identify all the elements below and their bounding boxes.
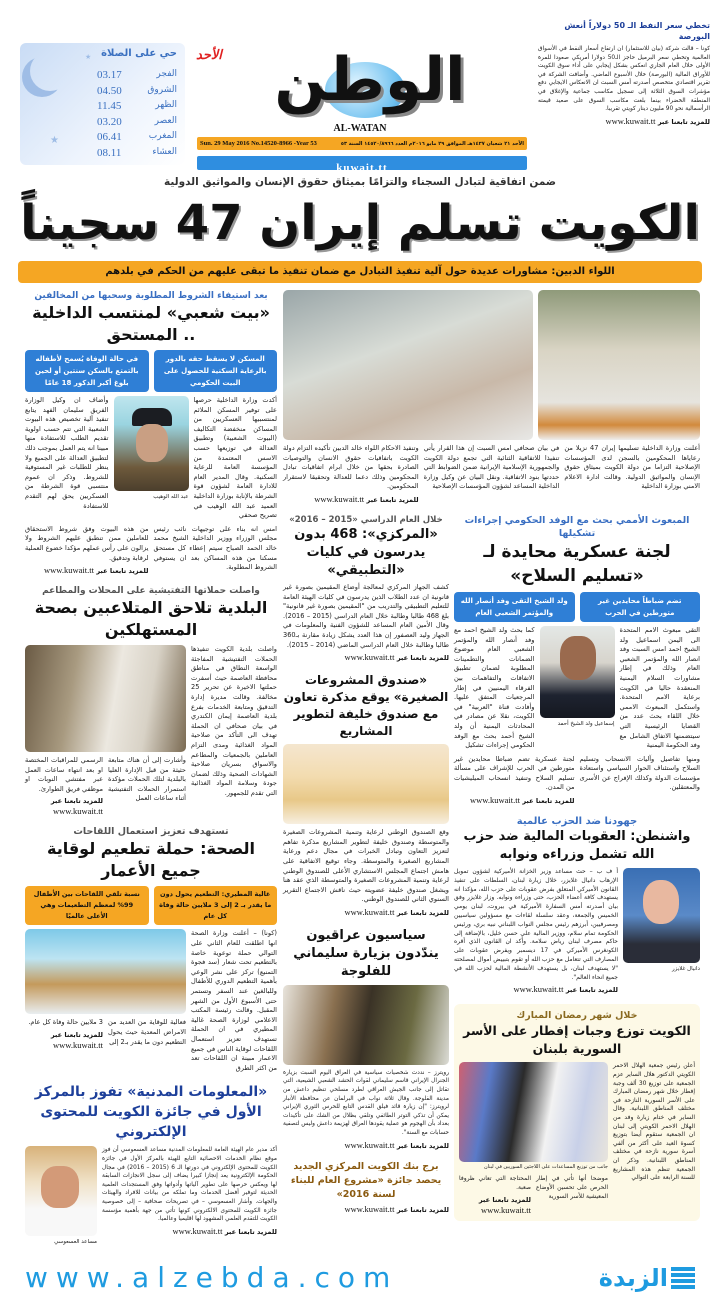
municipality-kicker: واصلت حملاتها التفتيشية على المحلات والمطاعم: [42, 586, 260, 597]
read-more[interactable]: [454, 795, 575, 806]
yemen-headline: لجنة عسكرية محايدة لـ «تسليم السلاح»: [483, 541, 671, 586]
prayer-name: الظهر: [155, 100, 177, 110]
read-more-link[interactable]: www.kuwait.tt: [470, 795, 521, 806]
housing-box-left: في حالة الوفاة يُسمح لأطفاله بالتمتع بالسكن سنتين أو لحين بلوغ أكبر الذكور 18 عامًا: [25, 350, 149, 392]
read-more[interactable]: [283, 652, 449, 663]
cbk-box: [283, 1160, 449, 1215]
syria-caption: جانب من توزيع المساعدات على اللاجئين السوريين في لبنان: [483, 1164, 608, 1171]
health-box-left: نسبة تلقي اللقاحات بين الأطفال 99% لمعظم التطعيمات وهي الأعلى عالميًا: [25, 886, 149, 925]
civil-article: [25, 1082, 277, 1246]
yemen-box-right: تضم ضباطاً محايدين غير متورطين في الحرب: [580, 592, 701, 622]
housing-body-right: أكدت وزارة الداخلية حرصها على توفير المسكن الملائم لمنتسبيها العسكريين من المساكن منخفضة التكاليف (البيوت الشعبية) وتطبيق العدالة في توزيعها حسب الاسس المعتمدة من المؤسسة العامة للرعاية السكنية. وقال المدير العام للادارة العامة لشؤون قوة الشرطة بالإنابة بوزارة الداخلية العميد عبد الله الوهيب في تصريح صحفي: [193, 396, 277, 520]
middle-column: [283, 514, 449, 1224]
health-kicker: تستهدف تعزيز استعمال اللقاحات: [73, 826, 229, 838]
read-more[interactable]: [25, 1030, 103, 1051]
syria-photo: [459, 1062, 608, 1162]
prayer-row: [97, 100, 177, 116]
prayer-list: [97, 69, 177, 162]
read-more-label: للمزيد تابعنا عبر: [522, 797, 575, 806]
read-more-label: للمزيد تابعنا عبر: [366, 495, 419, 504]
iraq-photo: [283, 985, 449, 1065]
prayer-row: [97, 69, 177, 85]
read-more-label: للمزيد تابعنا عبر: [396, 1205, 449, 1214]
read-more-label: للمزيد تابعنا عبر: [50, 797, 103, 806]
logo-en: AL-WATAN: [333, 123, 387, 134]
housing-body-bottom-left: من هذه البيوت وفق شروط الاستحقاق للعاملين ممن تنطبق عليهم الشروط ولا يزالون على رأس عملهم مؤكدا خضوع العملية لرقابة وتدقيق.: [25, 524, 149, 562]
prayer-time: 03.20: [97, 115, 122, 128]
read-more[interactable]: [283, 1140, 449, 1151]
yemen-box-left: ولد الشيخ التقى وفد أنصار الله والمؤتمر الشعبي العام: [454, 592, 575, 622]
municipality-body-mid: وأشارت إلى أن هناك متابعة حثيثة من قبل الإدارة العليا بالبلدية لتلك الحملات مؤكدة استمرار الحملات التفتيشية أثناء ساعات العمل: [108, 756, 186, 803]
health-body-right: (كونا) – أعلنت وزارة الصحة انها اطلقت للعام الثاني على التوالي حملة توعوية خاصة بالتطعيم تحت شعار (سد فجوة التمنيع) تركز على نشر الوعي بأهمية التطعيم الدوري للأطفال وللبالغين عند السفر وتستمر حتى الأسبوع الأول من الشهر المقبل. وقالت رئيسة المكتب الاعلامي لوزارة الصحة غالية المطيري في ان الحملة تستهدف تعزيز استعمال اللقاحات لوقاية الناس في جميع الاعمار مبينة ان اللقاحات تعد من اكثر الطرق: [191, 929, 277, 1072]
logo: الوطن: [274, 45, 466, 115]
prayer-row: [97, 131, 177, 147]
footer-logo: [599, 1263, 695, 1293]
health-body-left: 3 ملايين حالة وفاة كل عام.: [28, 1018, 103, 1027]
hezbollah-kicker: جهودنا ضد الحزب عالمية: [516, 816, 638, 828]
syria-headline: الكويت توزع وجبات إفطار على الأسر السورية بلبنان: [463, 1023, 691, 1057]
civil-headline: «المعلومات المدنية» تفوز بالمركز الأول في جائزة الكويت للمحتوى الإلكتروني: [34, 1084, 268, 1141]
yemen-photo: [540, 626, 615, 718]
iraq-body: رويترز – نددت شخصيات سياسية في العراق اليوم السبت بزيارة الجنرال الإيراني قاسم سليماني لقوات الحشد الشعبي الشيعية، التي تقاتل إلى جانب الجيش العراقي لطرد مسلحي تنظيم داعش من مدينة الفلوجة. وقال ثلاثة نواب في البرلمان عن محافظة الأنبار لرويترز: "إن زيارة قائد فيلق القدس التابع للحرس الثوري الإيراني يمكن أن تذكي التوتر الطائفي وتلقي بظلال من الشك على تأكيدات بغداد بأن الهجوم هو عملية يقودها العراق لهزيمة داعش وليس لتصفية حسابات مع السنة".: [283, 1069, 449, 1137]
yemen-body-bottom-left: لجنة عسكرية تضم ضباطا محايدين غير متورطين في الحرب للإشراف على مسألة تسليم السلاح وتنفيذ انسحاب الميليشيات من المدن.: [454, 754, 575, 792]
lead-block: [0, 175, 720, 283]
main-content: [0, 283, 720, 1255]
housing-body-bottom-right: امس انه بناء على توجيهات نائب رئيس مجلس الوزراء ووزير الداخلية الشيخ محمد خالد الحمد الصباح سيتم إعطاء كل مستحق مسكنا من هذه المساكن بعد ان يستوفي الشروط المطلوبة.: [153, 524, 277, 572]
face: [643, 880, 679, 924]
read-more[interactable]: [459, 1195, 531, 1216]
health-headline: الصحة: حملة تطعيم لوقاية جميع الأعمار: [46, 839, 256, 881]
right-column: [454, 514, 700, 1230]
municipality-body-left: الرسمي للمراقبات المختصة او بعد انتهاء ساعات العمل عبر مفتشي النوبات او موظفي فريق الطوارئ.: [25, 756, 103, 793]
read-more-label: للمزيد تابعنا عبر: [396, 908, 449, 917]
prayer-times-box: [20, 43, 185, 165]
yemen-kicker: المبعوث الأممي بحث مع الوفد الحكومي إجراءات تشكيلها: [464, 514, 690, 539]
right-area: [283, 290, 700, 1230]
read-more[interactable]: [25, 565, 149, 576]
housing-headline: «بيت شعبي» لمنتسب الداخلية .. المستحق: [32, 303, 270, 344]
yemen-caption: إسماعيل ولد الشيخ أحمد: [557, 720, 615, 727]
prayer-time: 04.50: [97, 84, 122, 97]
read-more[interactable]: [454, 984, 618, 995]
cbk-headline: برج بنك الكويت المركزي الجديد يحصد جائزة «مشروع العام للبناء لسنة 2016»: [290, 1160, 442, 1200]
central-kicker: خلال العام الدراسي «2015 – 2016»: [289, 514, 443, 525]
syria-body-left: المحتاجة التي تعاني ظروفا صعبة.: [459, 1175, 531, 1192]
lead-kicker: ضمن اتفاقية لتبادل السجناء والتزامًا بميثاق حقوق الإنسان والمواثيق الدولية: [163, 176, 557, 188]
hezbollah-photo-block: [623, 868, 700, 973]
footer-url[interactable]: www.alzebda.com: [25, 1261, 399, 1295]
central-headline: «المركزي»: 468 بدون يدرسون في كليات «التطبيقي»: [294, 526, 438, 578]
star-icon: ★: [85, 53, 92, 61]
prayer-name: العشاء: [152, 146, 177, 157]
brief-box: [538, 20, 710, 127]
read-more-label: للمزيد تابعنا عبر: [396, 654, 449, 663]
lead-body-col3: وتنفيذ الاحكام اللواء خالد الدبين تأكيده التزام دولة الكويت باتفاقيات حقوق الانسان والتوصيات الصادرة بحقها من خلال ابرام اتفاقيات تبادل المحكومين وذلك دعما للعدالة وتحقيقا لاستقرار المحكومين.: [282, 444, 419, 491]
sme-photo: [283, 744, 449, 824]
yemen-body-left: كما بحث ولد الشيخ احمد مع وفد أنصار الله والمؤتمر الشعبي العام موضوع الضمانات والتطمينات المطلوبة لضمان تطبيق الاتفاقات والتفاهمات بين الفرقاء اليمنيين في إطار المرجعيات المتفق عليها. وأفادت قناة "العربية" في الكويت، نقلا عن مصادر في المحادثات اليمنية أن ولد الشيخ أحمد بحث مع الوفد الحكومي إجراءات تشكيل: [454, 625, 535, 750]
prayer-name: الشروق: [147, 84, 177, 95]
top-area: [0, 0, 720, 175]
prayer-time: 11.45: [97, 100, 122, 112]
lead-article: [283, 290, 700, 505]
date-bar: [197, 137, 527, 150]
municipality-headline: البلدية تلاحق المتلاعبين بصحة المستهلكين: [34, 598, 268, 640]
hezbollah-caption: دانيال غلايزر: [672, 966, 700, 973]
yemen-body-bottom-right: ومنها تفاصيل وآليات الانسحاب وتسليم السلاح واستئناف الحوار السياسي واستعادة مؤسسات الدولة وكذلك الإفراج عن الأسرى والمعتقلين.: [579, 754, 700, 792]
read-more[interactable]: [25, 796, 103, 817]
footer-logo-text: الزبدة: [598, 1264, 668, 1293]
read-more-label: للمزيد تابعنا عبر: [657, 117, 710, 126]
site-link[interactable]: kuwait.tt: [336, 162, 388, 174]
iraq-headline: سياسيون عراقيون يندّدون بزيارة سليماني للفلوجة: [293, 927, 439, 979]
lead-photo-bus: [283, 290, 533, 440]
face: [136, 424, 168, 462]
sme-headline: «صندوق المشروعات الصغيرة» يوقع مذكرة تعاون مع صندوق خليفة لتطوير المشاريع: [283, 673, 449, 739]
read-more-link[interactable]: www.kuwait.tt: [605, 115, 656, 126]
yemen-article: [454, 514, 700, 806]
prayer-row: [97, 85, 177, 101]
footer: [0, 1255, 720, 1303]
read-more[interactable]: [283, 494, 419, 505]
prayer-title: حي على الصلاة: [101, 48, 177, 59]
municipality-body-right: واصلت بلدية الكويت تنفيذها الحملات التفتيشية المفاجئة الواسعة النطاق في مناطق محافظة العاصمة حيث أسفرت حملتها الاخيرة عن تحرير 25 مخالفة. وقالت مديرة إدارة التدقيق ومتابعة الخدمات بفرع بلدية العاصمة إيمان الكندري في بيان صحافي ان الحملة تهدف الى التأكد من صلاحية المواد الغذائية ومدى التزام العاملين بالجمعيات والمطاعم والاسواق بسريان صلاحية الشهادات الصحية وذلك لضمان جودة وسلامة المواد الغذائية التي تقدم للجمهور.: [191, 645, 277, 797]
prayer-row: [97, 147, 177, 163]
read-more-link[interactable]: www.kuwait.tt: [53, 1040, 103, 1051]
housing-caption: عبد الله الوهيب: [153, 494, 189, 500]
read-more-link[interactable]: www.kuwait.tt: [44, 565, 95, 576]
read-more-label: للمزيد تابعنا عبر: [50, 1031, 103, 1040]
housing-photo-block: [114, 396, 189, 501]
health-body-mid: فعالية للوقاية من العديد من الامراض المعدية حيث يحول التطعيم دون ما يقدر بـ2 إلى: [108, 1018, 186, 1046]
read-more-label: للمزيد تابعنا عبر: [478, 1195, 531, 1204]
read-more[interactable]: [538, 116, 710, 127]
read-more-link[interactable]: www.kuwait.tt: [344, 906, 395, 917]
health-article: [25, 826, 277, 1073]
housing-box-right: المسكن لا يسقط حقه بالدور بالرعاية السكنية للحصول على البيت الحكومي: [154, 350, 278, 392]
hezbollah-headline: واشنطن: العقوبات المالية ضد حزب الله تشمل وزراءه ونوابه: [463, 829, 691, 863]
central-article: [283, 514, 449, 663]
lead-bar: [18, 261, 702, 283]
read-more-label: للمزيد تابعنا عبر: [565, 986, 618, 995]
read-more-link[interactable]: www.kuwait.tt: [344, 1139, 395, 1150]
brief-title: تخطي سعر النفط الـ 50 دولاراً أنعش البورصة: [564, 21, 710, 41]
civil-caption: مساعد العسعوسي: [54, 1239, 97, 1246]
civil-photo: [25, 1146, 97, 1236]
read-more-link[interactable]: www.kuwait.tt: [344, 652, 395, 663]
read-more[interactable]: [102, 1226, 277, 1237]
read-more-label: للمزيد تابعنا عبر: [396, 1141, 449, 1150]
hezbollah-photo: [623, 868, 700, 963]
prayer-row: [97, 116, 177, 132]
yemen-body-right: التقى مبعوث الامم المتحدة الى اليمن اسماعيل ولد الشيخ احمد امس السبت وفد انصار الله والمؤتمر الشعبي العام وذلك في إطار مشاورات السلام اليمنية المنعقدة حاليا في الكويت برعاية الامم المتحدة. واستكمل المبعوث الاممي خلال اللقاء بحث عدد من القضايا الرئيسية التي سيتضمنها الاتفاق الشامل مع وفد الحكومة اليمنية: [619, 625, 700, 750]
prayer-time: 03.17: [97, 69, 122, 81]
read-more-link[interactable]: www.kuwait.tt: [314, 493, 365, 504]
face: [560, 636, 596, 680]
housing-article: [25, 290, 277, 576]
iraq-article: [283, 927, 449, 1151]
municipality-article: [25, 585, 277, 817]
hezbollah-article: [454, 815, 700, 995]
housing-body-left: وأضاف ان وكيل الوزارة الفريق سليمان الفهد يتابع تنفيذ آلية تخصيص هذه البيوت الشعبية التي تتم حسب اولوية تقديم الطلب للاستفادة منها مبينا انه يتم العمل بموجب ذلك لتطبيق العدالة على الجميع ولا ينظر للطلبات غير المستوفية للشروط. وذكر ان عموم منتسبي قوة الشرطة من العسكريين يحق لهم التقدم للاستفادة: [25, 396, 109, 510]
hezbollah-body: أ ف ب – حث مساعد وزير الخزانة الأميركية لشؤون تمويل الإرهاب دانيال غلايزر، خلال زيارة لبنان، السلطات على تنفيذ القانون الأميركي المتعلق بفرض عقوبات على حزب الله، مؤكدا انه يستهدف كافة أعضاء الحزب، حتى وزراءه ونوابه. وزار غلايزر وفق بيان أصدرته أمس السفارة الأميركية في بيروت، لبنان يومي الخميس والجمعة، وعقد سلسلة لقاءات مع مسؤولين سياسيين ومصرفيين، أبرزهم رئيس مجلس النواب اللبناني نبيه بري، ورئيس الحكومة تمام سلام، ووزير المالية علي حسن خليل، بالإضافة إلى حاكم مصرف لبنان رياض سلامة. وأكد ان القانون الذي أقره الكونغرس الأميركي في 17 ديسمبر ويفرض عقوبات على المصارف التي تتعامل مع حزب الله أو تقوم بتبييض أموال لمصلحته "لا يستهدف لبنان، بل يستهدف الأنشطة المالية لحزب الله في جميع انحاء العالم".: [454, 868, 618, 981]
civil-photo-block: [25, 1146, 97, 1246]
brief-body: كونا – قالت شركة (بيان للاستثمار) ان ارتفاع أسعار النفط في الأسواق العالمية وتخطي سعر البرميل حاجز الـ50 دولارا أمريكي صعودا للمرة الأولى خلال العام الجاري انعكس بشكل إيجابي على أداء سوق الكويت للأوراق المالية (البورصة) خلال الأسبوع الماضي. وأضافت الشركة في تقرير اقتصادي متخصص أصدرته أمس السبت ان الانعكاس الايجابي دفع مؤشرات السوق الثلاثة إلى تسجيل مكاسب جماعية والإغلاق في المنطقة الخضراء بينما بلغت مكاسب السوق على صعيد قيمته الرأسمالية نحو 90 مليون دينار كويتي تقريبا.: [538, 46, 710, 113]
prayer-name: العصر: [154, 115, 177, 126]
lead-headline: الكويت تسلم إيران 47 سجيناً: [20, 195, 700, 251]
syria-body-mid: موضحا أنها تأتي في إطار الحرص على تحسين الأوضاع المعيشية للأسر السورية: [536, 1175, 608, 1200]
read-more-label: للمزيد تابعنا عبر: [224, 1227, 277, 1236]
lead-body-col2: في بيان صحافي امس السبت إن هذا القرار يأتي تنفيذا للاتفاقية الثنائية التي تجمع دولة الكويت والجمهورية الإسلامية الإيرانية ضمن الضوابط التي حددتها بنود الاتفاقية. ونقل البيان عن وكيل وزارة الداخلية المساعد لشؤون المؤسسات الإصلاحية: [423, 444, 560, 491]
housing-kicker: بعد استيفاء الشروط المطلوبة وسحبها من المخالفين: [34, 291, 268, 301]
health-box-right: غالية المطيري: التطعيم يحول دون ما يقدر بـ 2 إلى 3 ملايين حالة وفاة كل عام: [154, 886, 278, 925]
prayer-name: المغرب: [148, 131, 177, 141]
moon-icon: [30, 51, 70, 91]
read-more[interactable]: [283, 1204, 449, 1215]
read-more-link[interactable]: www.kuwait.tt: [172, 1225, 223, 1236]
left-column: [25, 290, 277, 1255]
date-en: Sun. 29 May 2016 No.14520-8966 -Year 53: [200, 139, 317, 147]
sme-body: وقع الصندوق الوطني لرعاية وتنمية المشروعات الصغيرة والمتوسطة وصندوق خليفة لتطوير المشاريع مذكرة تفاهم لتعزيز التعاون وتبادل الخبرات في مجال دعم ورعاية المشاريع الصغيرة والمتوسطة. وجاء توقيع الاتفاقية على هامش اجتماع المجلس الاستشاري الأعلى للصندوق الوطني لرعاية وتنمية المشروعات الصغيرة والمتوسطة الذي عقد هنا ويشغل صندوق خليفة عضويته حيث ناقش الاجتماع التقرير السنوي الثاني للصندوق الوطني.: [283, 828, 449, 904]
lines-icon: [671, 1267, 695, 1289]
face: [41, 1166, 79, 1208]
yemen-photo-block: [540, 626, 615, 728]
housing-photo: [114, 396, 189, 491]
site-bar[interactable]: [197, 156, 527, 174]
read-more-link[interactable]: www.kuwait.tt: [513, 984, 564, 995]
municipality-photo: [25, 645, 186, 752]
syria-kicker: خلال شهر رمضان المبارك: [516, 1010, 638, 1022]
lead-bar-text: اللواء الدبين: مشاورات عديدة حول آلية تنفيذ التبادل مع ضمان تنفيذ ما تبقى عليهم من الحكم في بلدهم: [105, 266, 615, 277]
date-ar: الأحد ٢١ شعبان ١٤٣٧هـ الموافق ٢٩ مايو ٢٠١٦م العدد ١٤٥٢٠/٨٩٦٦ السنة ٥٣: [340, 140, 524, 147]
syria-body-right: أعلن رئيس جمعية الهلال الاحمر الكويتي الدكتور هلال الساير عزم الجمعية على توزيع 30 ألف وجبة إفطار خلال شهر رمضان المبارك على الأسر السورية النازحة في مختلف المناطق اللبنانية. وقال الساير في ختام زيارة وفد من الهلال الاحمر الكويتي إلى لبنان ان الجمعية ستقوم أيضا بتوزيع كسوة العيد على أكثر من ألفي أسرة سورية نازحة في مختلف المناطق اللبنانية. وذكر ان الجمعية تنظم هذه المشاريع للسنة الرابعة على التوالي: [613, 1062, 696, 1182]
health-photo: [25, 929, 186, 1014]
syria-box: [454, 1004, 700, 1220]
civil-body: أكد مدير عام الهيئة العامة للمعلومات المدنية مساعد العسعوسي أن فوز موقع نظام الخدمات الاحصائية التابع للهيئة بالمركز الأول في جائزة الكويت للمحتوى الإلكتروني في دورتها الـ 6 (2015 – 2016) في مجال الحكومة الإلكترونية يعد إنجازا كبيرا يضاف إلى سجل الانجازات السابقة لها ويعكس حرصها على تطوير آلياتها وأدواتها وفق المستجدات العلمية الحديثة لتوفير أفضل الخدمات وما تملكه من بيانات للافراد والهيئات والجهات. وأشار العسعوسي – في تصريحات صحافية – إلى خصوصية جائزة الكويت للمحتوى الالكتروني كونها تأتي من جهة بأهمية مؤسسة الكويت للتقدم العلمي المشهود لها اقليميا وعالميا.: [102, 1147, 277, 1223]
lead-body-col1: أعلنت وزارة الداخلية تسليمها إيران 47 نزيلا من رعاياها المحكومين بالسجن لدى المؤسسات الإصلاحية التزاما من دولة الكويت بميثاق حقوق الإنسان والمواثيق الدولية. وقالت ادارة الاعلام الامني بوزارة الداخلية: [564, 444, 700, 491]
prayer-time: 08.11: [97, 146, 122, 159]
read-more-link[interactable]: www.kuwait.tt: [344, 1203, 395, 1214]
central-body: كشف الجهاز المركزي لمعالجة أوضاع المقيمين بصورة غير قانونية ان عدد الطلاب الذين يدرسون في كليات الهيئة العامة للتعليم التطبيقي والتدريب من "المقيمين بصورة غير قانونية" بلغ 468 طالبا وطالبة خلال العام الدراسي (2015 – 2016). وقال الأمين العام المساعد للشؤون الفنية والمعلومات في الجهاز وليد العصفور إن هذا العدد يشكل زيادة مقارنة بـ360 طالبا وطالبة خلال العام الدراسي الماضي (2014 – 2015).: [283, 582, 449, 649]
prayer-time: 06.41: [97, 131, 122, 143]
lead-photo-prisoners: [538, 290, 700, 440]
prayer-name: الفجر: [156, 69, 177, 79]
sme-article: [283, 672, 449, 918]
read-more-link[interactable]: www.kuwait.tt: [53, 806, 103, 817]
star-icon: ★: [50, 135, 59, 146]
read-more-label: للمزيد تابعنا عبر: [96, 567, 149, 576]
read-more-link[interactable]: www.kuwait.tt: [481, 1204, 531, 1215]
read-more[interactable]: [283, 907, 449, 918]
day-label: الأحد: [196, 48, 222, 63]
